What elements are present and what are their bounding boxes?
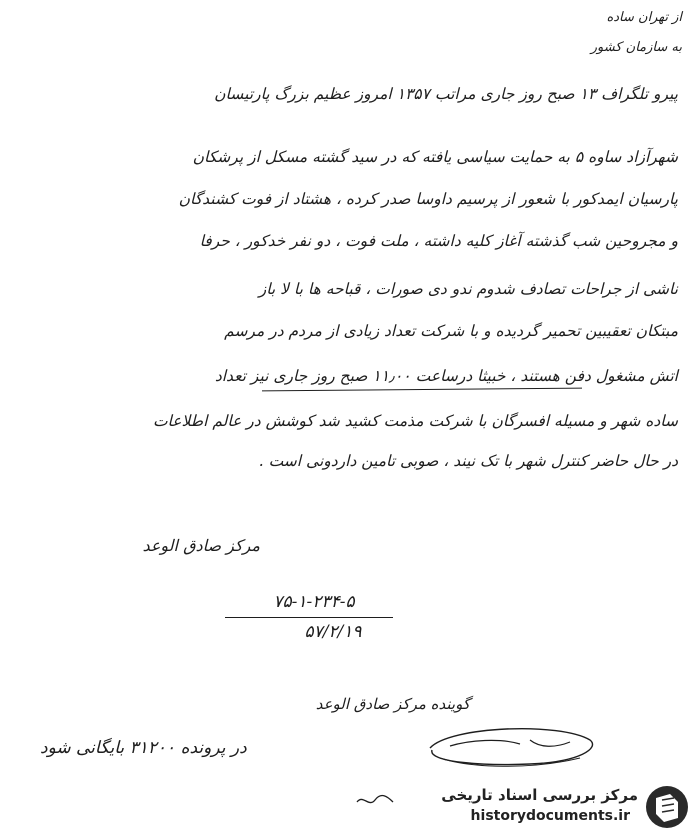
handwritten-signature: [410, 718, 610, 778]
body-line: ناشی از جراحات تصادف شدوم ندو دی صورات ، قباحه ها با لا باز: [258, 280, 678, 298]
reference-date: ۵۷/۲/۱۹: [304, 622, 362, 642]
text-underline: [262, 388, 582, 392]
header-recipient: به سازمان کشور: [590, 40, 682, 55]
body-line: پارسیان ایمدکور با شعور از پرسیم داوسا صدر کرده ، هشتاد از فوت کشندگان: [178, 190, 678, 208]
reference-underline: [225, 617, 393, 618]
archive-watermark: [420, 782, 690, 832]
watermark-url: historydocuments.ir: [470, 808, 630, 824]
scrawl-mark: [355, 790, 395, 810]
reference-number: ۷۵-۱-۲۳۴-۵: [273, 592, 355, 612]
body-line: پیرو تلگراف ۱۳ صبح روز جاری مراتب ۱۳۵۷ امروز عظیم بزرگ پارتیسان: [214, 85, 678, 103]
speaker-line: گوینده مرکز صادق الوعد: [315, 695, 470, 713]
archive-note: در پرونده ۳۱۲۰۰ بایگانی شود: [40, 738, 247, 758]
body-line: اتش مشغول دفن هستند ، خبیثا درساعت ۱۱٫۰۰ صبح روز جاری نیز تعداد: [214, 367, 678, 385]
body-line: و مجروحین شب گذشته آغاز کلیه داشته ، ملت فوت ، دو نفر خدکور ، حرفا: [199, 232, 678, 250]
body-line: شهرآزاد ساوه ۵ به حمایت سیاسی یافته که در سید گشته مسکل از پرشکان: [192, 148, 678, 166]
body-line: ساده شهر و مسیله افسرگان با شرکت مذمت کشید شد کوشش در عالم اطلاعات: [152, 412, 678, 430]
header-origin: از تهران ساده: [606, 10, 682, 25]
watermark-title: مرکز بررسی اسناد تاریخی: [441, 786, 638, 804]
body-line: مبتکان تعقیبین تحمیر گردیده و با شرکت تعداد زیادی از مردم در مرسم: [224, 322, 678, 340]
body-line: در حال حاضر کنترل شهر با تک نیند ، صوبی تامین داردونی است .: [258, 452, 678, 470]
archive-logo-icon: [644, 784, 690, 830]
sender-signature-line: مرکز صادق الوعد: [142, 536, 260, 555]
